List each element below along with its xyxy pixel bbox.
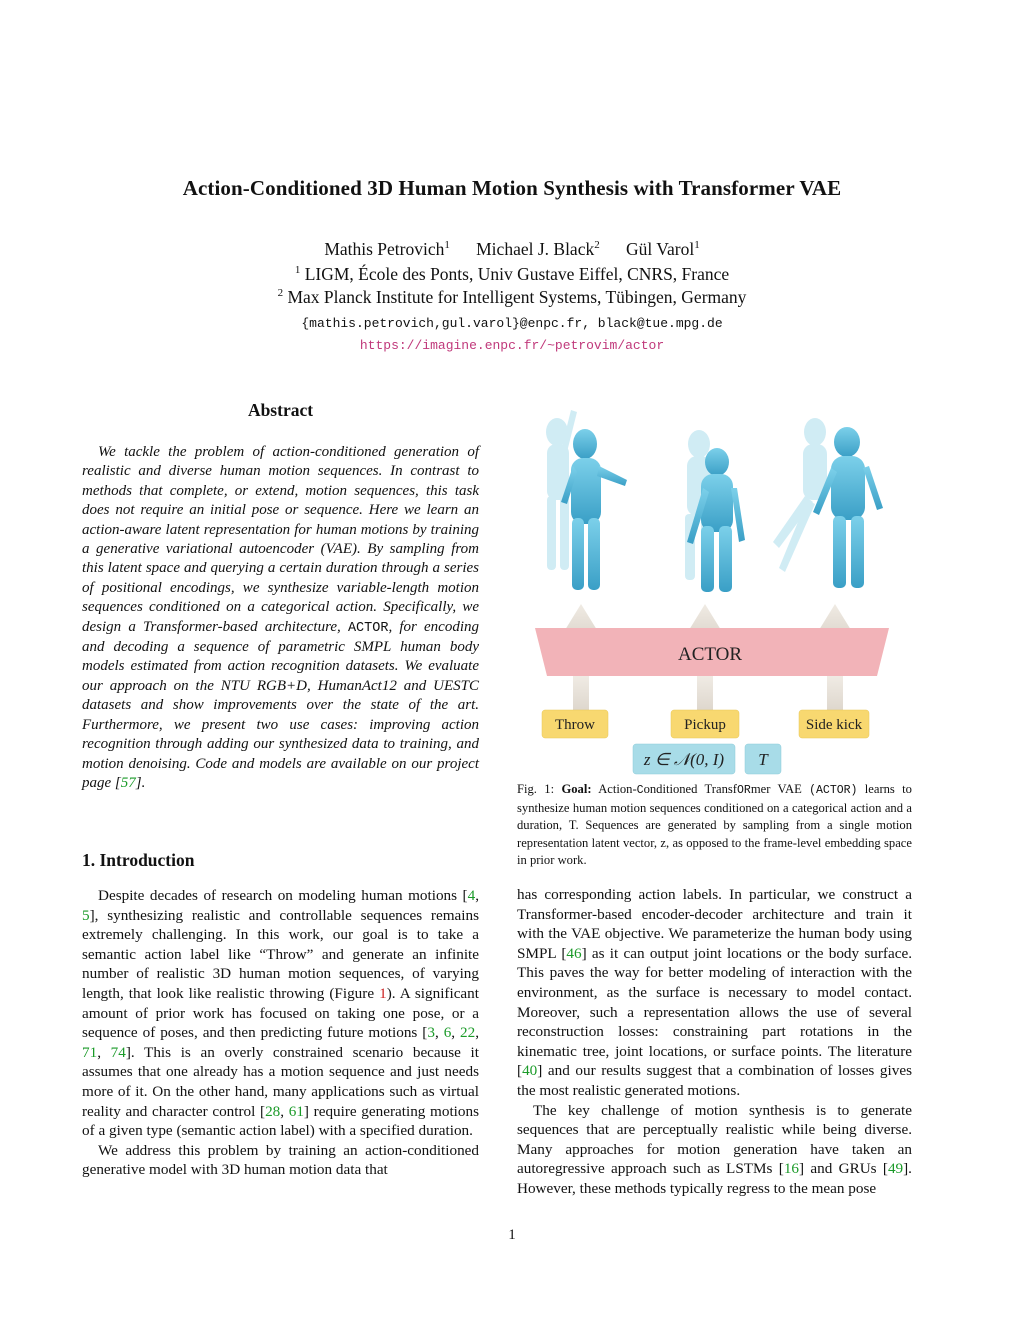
- intro-paragraph-4: [517, 1101, 912, 1199]
- text-run: ]. This is an overly constrained scenario because it assumes that one already has a motion sequence and just needs more of it. On the other hand, many applications such as virtual reality and character control [: [82, 1043, 479, 1120]
- affiliation-1: [0, 264, 1024, 285]
- caption-text: Action-: [598, 782, 637, 796]
- page-number: 1: [508, 1227, 516, 1243]
- citation-link[interactable]: 4: [467, 887, 476, 904]
- text-run: ] and our results suggest that a combination of losses gives the most realistic generated motions.: [517, 1062, 912, 1099]
- latent-vector-input: [633, 744, 735, 774]
- abstract-body: [82, 443, 479, 793]
- throw-motion-figure: [546, 410, 627, 590]
- action-label-text: Side kick: [805, 717, 863, 733]
- author-name: Mathis Petrovich: [324, 239, 445, 259]
- author-emails: {mathis.petrovich,gul.varol}@enpc.fr, black@tue.mpg.de: [301, 316, 723, 331]
- action-label-side-kick: [799, 710, 869, 738]
- text-run: ,: [475, 1024, 480, 1042]
- abstract-text: We tackle the problem of action-conditioned generation of realistic and diverse human motion sequences. In contrast to methods that complete, or extend, motion sequences, this task does not require an initial pose or sequence. Here we learn an action-aware latent representation for human motions by training a generative variational autoencoder (VAE). By sampling from this latent space and querying a certain duration through a series of positional encodings, we synthesize variable-length motion sequences conditioned on a categorical action. Specifically, we design a Transformer-based architecture,: [82, 444, 479, 635]
- author-list: [0, 239, 1024, 260]
- affiliation-number: 1: [294, 264, 301, 277]
- figure-1-caption: [517, 781, 912, 870]
- action-label-pickup: [671, 710, 739, 738]
- citation-link[interactable]: 28: [265, 1102, 281, 1120]
- input-arrows: [573, 676, 843, 712]
- text-run: Despite decades of research on modeling human motions [: [98, 887, 468, 904]
- text-run: ,: [97, 1043, 111, 1061]
- citation-link[interactable]: 6: [443, 1024, 452, 1042]
- citation-link[interactable]: 40: [522, 1062, 538, 1080]
- abstract-text: , for encoding and decoding a sequence of parametric SMPL human body models estimated from action recognition datasets. We evaluate our approach on the NTU RGB+D, HumanAct12 and UESTC datasets and show improvements over the state of the art. Furthermore, we present two use cases: improving action recognition through adding our synthesized data to training, and motion denoising. Code and models are available on our project page [: [82, 618, 479, 791]
- caption-mono: C: [636, 784, 644, 797]
- citation-link[interactable]: 46: [566, 944, 582, 962]
- text-run: ] as it can output joint locations or the body surface. This paves the way for better modeling of interaction with the environment, as the surface is necessary to model contact. Moreover, such a representation allows the use of several reconstruction losses: constraining part rotations in the kinematic tree, joint locations, or surface points. The literature [: [517, 944, 913, 1080]
- introduction-heading: 1. Introduction: [82, 850, 195, 870]
- action-label-text: Throw: [555, 717, 595, 733]
- author-affiliation-mark: 1: [694, 239, 700, 252]
- citation-link[interactable]: 5: [82, 906, 90, 924]
- duration-input: [745, 744, 781, 774]
- intro-right-column: [517, 885, 912, 1199]
- paper-title: Action-Conditioned 3D Human Motion Synthesis with Transformer VAE: [182, 176, 842, 200]
- intro-paragraph-2: We address this problem by training an action-conditioned generative model with 3D human motion data that: [82, 1141, 479, 1179]
- affiliation-number: 2: [277, 287, 284, 300]
- caption-text: mer VAE: [750, 782, 802, 796]
- intro-paragraph-3: [517, 885, 912, 1101]
- figure-ref-link[interactable]: 1: [379, 984, 387, 1002]
- author-name: Michael J. Black: [476, 239, 595, 259]
- citation-link[interactable]: 22: [460, 1024, 476, 1042]
- caption-mono: OR: [737, 784, 751, 797]
- text-run: ,: [280, 1102, 289, 1120]
- author-affiliation-mark: 2: [594, 239, 600, 252]
- text-run: has corresponding action labels. In particular, we construct a Transformer-based encoder-decoder architecture and train it with the VAE objective. We parameterize the human body using SMPL [: [517, 886, 912, 962]
- latent-label: z ∈ 𝒩(0, I): [643, 750, 725, 769]
- text-run: ] and GRUs [: [799, 1160, 888, 1178]
- intro-paragraph-1: [82, 886, 479, 1141]
- affiliation-text: Max Planck Institute for Intelligent Systems, Tübingen, Germany: [287, 287, 747, 307]
- affiliation-2: [0, 287, 1024, 308]
- text-run: ). A significant amount of prior work has focused on taking one pose, or a sequence of poses, and then predicting future motions [: [82, 984, 479, 1042]
- abstract-text: ].: [135, 774, 146, 791]
- text-run: ,: [475, 887, 479, 904]
- pickup-motion-figure: [685, 430, 745, 592]
- text-run: ]. However, these methods typically regress to the mean pose: [517, 1160, 912, 1197]
- abstract-heading: Abstract: [247, 400, 314, 420]
- affiliation-text: LIGM, École des Ponts, Univ Gustave Eiffel, CNRS, France: [304, 264, 730, 284]
- caption-goal: Goal:: [561, 782, 592, 796]
- citation-link[interactable]: 57: [120, 774, 136, 791]
- author-name: Gül Varol: [625, 239, 695, 259]
- citation-link[interactable]: 61: [288, 1102, 304, 1120]
- caption-figure-number: Fig. 1:: [517, 782, 555, 796]
- text-run: The key challenge of motion synthesis is to generate sequences that are perceptually realistic while being diverse. Many approaches for motion generation have taken an autoregressive approach such as LSTMs [: [517, 1101, 912, 1178]
- actor-module-label: ACTOR: [677, 644, 743, 665]
- caption-text: onditioned Transf: [643, 782, 737, 796]
- author-affiliation-mark: 1: [444, 239, 450, 252]
- side-kick-motion-figure: [773, 418, 883, 588]
- text-run: ,: [451, 1024, 461, 1042]
- project-url-link[interactable]: https://imagine.enpc.fr/~petrovim/actor: [359, 338, 665, 353]
- citation-link[interactable]: 16: [783, 1160, 800, 1178]
- action-label-throw: [542, 710, 608, 738]
- citation-link[interactable]: 3: [427, 1024, 435, 1042]
- text-run: ], synthesizing realistic and controllable sequences remains extremely challenging. In this work, our goal is to take a semantic action label like “Throw” and generate an infinite number of realistic 3D human motion sequences, of varying length, that look like realistic throwing (Figure: [82, 906, 479, 1002]
- citation-link[interactable]: 49: [887, 1160, 904, 1178]
- caption-text: learns to synthesize human motion sequences conditioned on a categorical action and a duration, T. Sequences are generated by sampling from a single motion representation latent vector, z, as opposed to the frame-level embedding space in prior work.: [517, 782, 912, 868]
- actor-acronym: ACTOR: [347, 620, 389, 636]
- citation-link[interactable]: 71: [82, 1043, 98, 1061]
- text-run: ] require generating motions of a given type (semantic action label) with a specified duration.: [82, 1102, 480, 1140]
- action-label-text: Pickup: [684, 717, 726, 733]
- intro-left-column: [82, 886, 479, 1180]
- figure-1: [517, 392, 912, 778]
- text-run: ,: [434, 1024, 444, 1042]
- duration-label: T: [758, 750, 768, 769]
- caption-acronym: (ACTOR): [809, 784, 858, 797]
- citation-link[interactable]: 74: [110, 1043, 126, 1061]
